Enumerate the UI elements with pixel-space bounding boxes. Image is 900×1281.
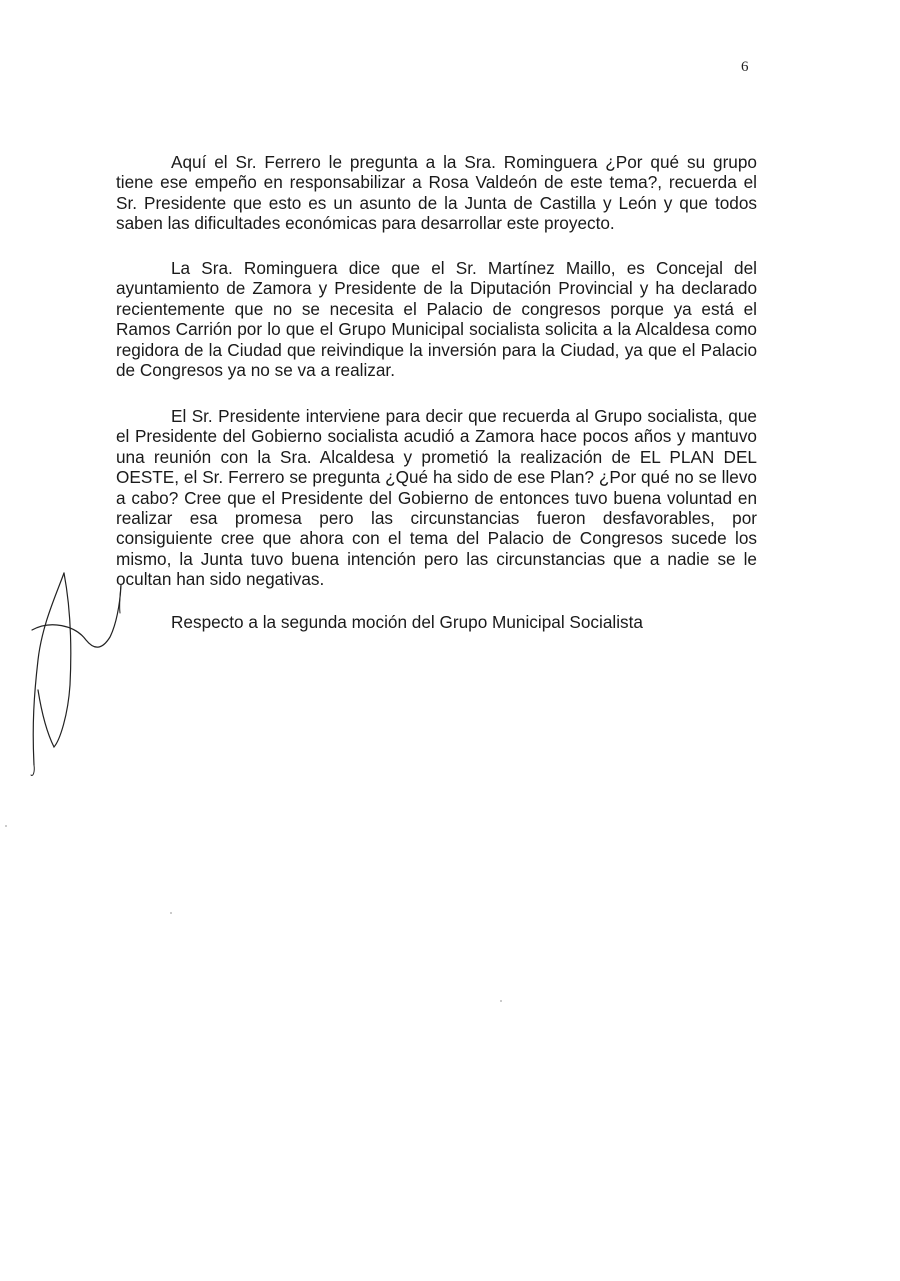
scan-speck bbox=[500, 1000, 502, 1002]
handwritten-signature bbox=[20, 565, 130, 780]
paragraph-2: La Sra. Rominguera dice que el Sr. Martínez Maillo, es Concejal del ayuntamiento de Zamora y Presidente de la Diputación Provincial y ha declarado recientemente que no se necesita el Palacio de congresos porque ya está el Ramos Carrión por lo que el Grupo Municipal socialista solicita a la Alcaldesa como regidora de la Ciudad que reivindique la inversión para la Ciudad, ya que el Palacio de Congresos ya no se va a realizar. bbox=[116, 258, 757, 381]
page-number: 6 bbox=[741, 59, 749, 75]
paragraph-1: Aquí el Sr. Ferrero le pregunta a la Sra. Rominguera ¿Por qué su grupo tiene ese empeño en responsabilizar a Rosa Valdeón de este tema?, recuerda el Sr. Presidente que esto es un asunto de la Junta de Castilla y León y que todos saben las dificultades económicas para desarrollar este proyecto. bbox=[116, 152, 757, 234]
paragraph-3: El Sr. Presidente interviene para decir que recuerda al Grupo socialista, que el Presidente del Gobierno socialista acudió a Zamora hace pocos años y mantuvo una reunión con la Sra. Alcaldesa y prometió la realización de EL PLAN DEL OESTE, el Sr. Ferrero se pregunta ¿Qué ha sido de ese Plan? ¿Por qué no se llevo a cabo? Cree que el Presidente del Gobierno de entonces tuvo buena voluntad en realizar esa promesa pero las circunstancias fueron desfavorables, por consiguiente cree que ahora con el tema del Palacio de Congresos sucede los mismo, la Junta tuvo buena intención pero las circunstancias que a nadie se le ocultan han sido negativas. bbox=[116, 406, 757, 590]
scan-speck bbox=[5, 825, 7, 827]
scan-speck bbox=[170, 912, 172, 914]
paragraph-4: Respecto a la segunda moción del Grupo Municipal Socialista bbox=[171, 612, 643, 632]
